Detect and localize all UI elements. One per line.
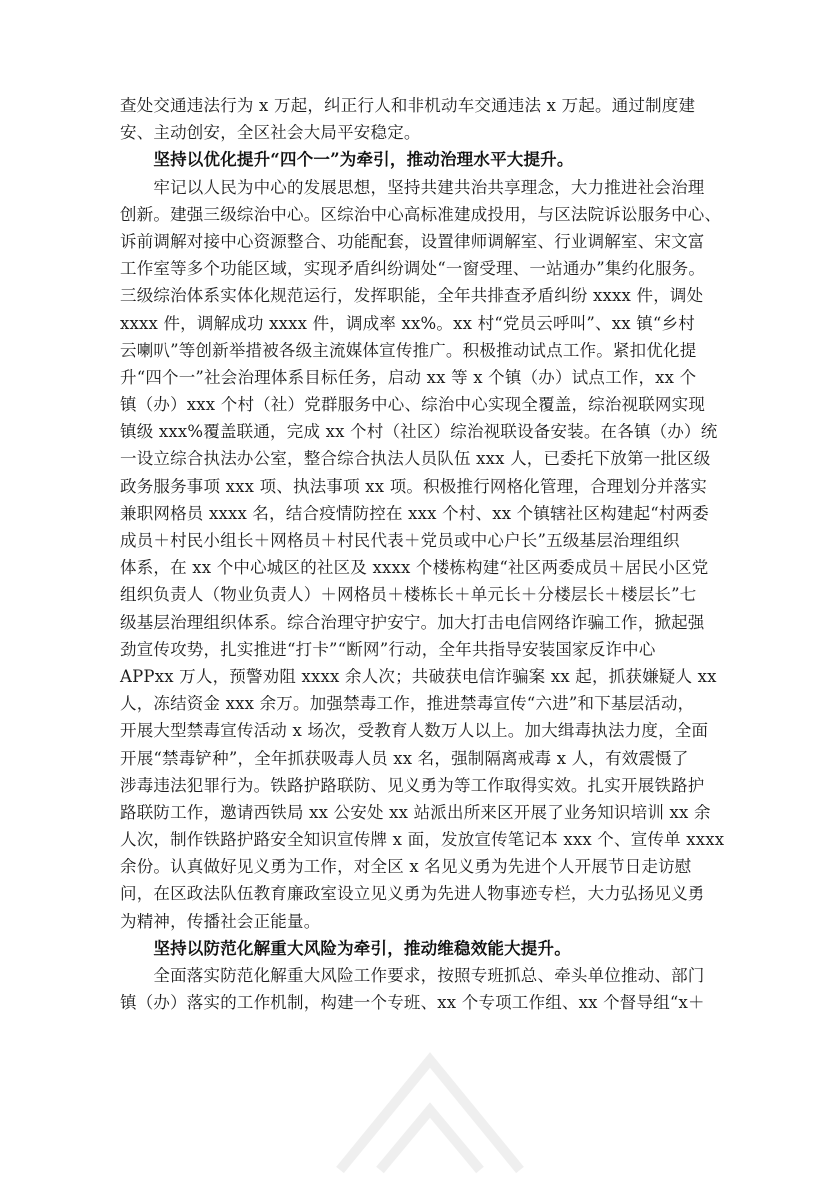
text-line: 涉毒违法犯罪行为。铁路护路联防、见义勇为等工作取得实效。扎实开展铁路护 <box>120 775 705 795</box>
text-line: 问，在区政法队伍教育廉政室设立见义勇为先进人物事迹专栏，大力弘扬见义勇 <box>120 884 705 904</box>
text-line: 为精神，传播社会正能量。 <box>120 911 321 931</box>
text-line: 一设立综合执法办公室，整合综合执法人员队伍 xxx 人，已委托下放第一批区级 <box>120 449 711 469</box>
text-line: 余份。认真做好见义勇为工作，对全区 x 名见义勇为先进个人开展节日走访慰 <box>120 857 692 877</box>
text-line: APPxx 万人，预警劝阻 xxxx 余人次；共破获电信诈骗案 xx 起，抓获嫌疑人 xx <box>120 666 717 686</box>
text-line: 创新。建强三级综治中心。区综治中心高标准建成投用，与区法院诉讼服务中心、 <box>120 204 722 224</box>
text-line: 开展大型禁毒宣传活动 x 场次，受教育人数万人以上。加大缉毒执法力度，全面 <box>120 721 709 741</box>
text-line: 路联防工作，邀请西铁局 xx 公安处 xx 站派出所来区开展了业务知识培训 xx 余 <box>120 802 711 822</box>
text-line: 三级综治体系实体化规范运行，发挥职能，全年共排查矛盾纠纷 xxxx 件，调处 <box>120 286 704 306</box>
text-line: 政务服务事项 xxx 项、执法事项 xx 项。积极推行网格化管理，合理划分并落实 <box>120 476 708 496</box>
text-line: 镇（办）xxx 个村（社）党群服务中心、综治中心实现全覆盖，综治视联网实现 <box>120 395 706 415</box>
text-line: 成员＋村民小组长＋网格员＋村民代表＋党员或中心户长”五级基层治理组织 <box>120 531 680 550</box>
text-line: 诉前调解对接中心资源整合、功能配套，设置律师调解室、行业调解室、宋文富 <box>120 231 705 251</box>
text-line: 劲宣传攻势，扎实推进“打卡”“断网”行动，全年共指导安装国家反诈中心 <box>120 639 656 659</box>
text-line: 开展“禁毒铲种”，全年抓获吸毒人员 xx 名，强制隔离戒毒 x 人，有效震慑了 <box>120 748 689 768</box>
text-line: xxxx 件，调解成功 xxxx 件，调成率 xx%。xx 村“党员云呼叫”、xx 镇“乡村 <box>120 313 695 333</box>
text-line: 兼职网格员 xxxx 名，结合疫情防控在 xxx 个村、xx 个镇辖社区构建起“村两委 <box>120 503 710 523</box>
text-line: 镇（办）落实的工作机制，构建一个专班、xx 个专项工作组、xx 个督导组“x＋ <box>120 993 705 1013</box>
text-line: 人次，制作铁路护路安全知识宣传牌 x 面，发放宣传笔记本 xxx 个、宣传单 xxxx <box>120 830 725 850</box>
watermark-graphic <box>320 1020 540 1180</box>
text-line: 体系，在 xx 个中心城区的社区及 xxxx 个楼栋构建“社区两委成员＋居民小区党 <box>120 558 709 578</box>
body-text <box>120 92 725 1016</box>
text-line: 人，冻结资金 xxx 余万。加强禁毒工作，推进禁毒宣传“六进”和下基层活动， <box>120 694 695 714</box>
text-line: 升“四个一”社会治理体系目标任务，启动 xx 等 x 个镇（办）试点工作，xx 个 <box>120 367 697 387</box>
text-line: 安、主动创安，全区社会大局平安稳定。 <box>120 123 421 143</box>
text-line: 级基层治理组织体系。综合治理守护安宁。加大打击电信网络诈骗工作，掀起强 <box>120 612 705 632</box>
text-line: 工作室等多个功能区域，实现矛盾纠纷调处“一窗受理、一站通办”集约化服务。 <box>120 259 706 279</box>
text-line: 组织负责人（物业负责人）＋网格员＋楼栋长＋单元长＋分楼层长＋楼层长”七 <box>120 585 697 605</box>
text-line: 牢记以人民为中心的发展思想，坚持共建共治共享理念，大力推进社会治理 <box>120 177 705 197</box>
text-line: 镇级 xxx%覆盖联通，完成 xx 个村（社区）综治视联设备安装。在各镇（办）统 <box>120 422 718 442</box>
text-line: 云喇叭”等创新举措被各级主流媒体宣传推广。积极推动试点工作。紧扣优化提 <box>120 340 697 360</box>
section-heading: 坚持以优化提升“四个一”为牵引，推动治理水平大提升。 <box>120 150 574 170</box>
section-heading: 坚持以防范化解重大风险为牵引，推动维稳效能大提升。 <box>120 938 571 958</box>
text-line: 查处交通违法行为 x 万起，纠正行人和非机动车交通违法 x 万起。通过制度建 <box>120 96 696 115</box>
text-line: 全面落实防范化解重大风险工作要求，按照专班抓总、牵头单位推动、部门 <box>120 966 705 985</box>
